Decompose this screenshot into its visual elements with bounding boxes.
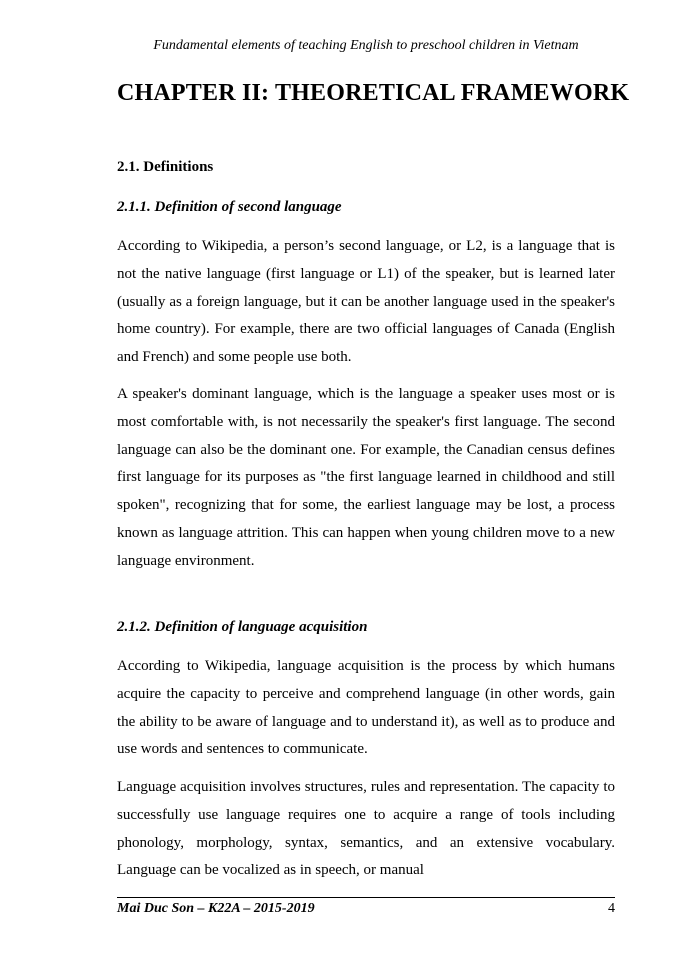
paragraph: Language acquisition involves structures, rules and representation. The capacity to successfully use language requires one to acquire a range of tools including phonology, morphology, syntax, semantics, and an extensive vocabulary. Language can be vocalized as in speech, or manual (117, 779, 615, 879)
chapter-title: CHAPTER II: THEORETICAL FRAMEWORK (117, 80, 630, 106)
footer-author: Mai Duc Son – K22A – 2015-2019 (117, 901, 315, 916)
paragraph: According to Wikipedia, a person’s second language, or L2, is a language that is not the native language (first language or L1) of the speaker, but is learned later (usually as a foreign language, but it can be another language used in the speaker's home country). For example, there are two official languages of Canada (English and French) and some people use both. (117, 238, 615, 366)
paragraph: According to Wikipedia, language acquisition is the process by which humans acquire the capacity to perceive and comprehend language (in other words, gain the ability to be aware of language and to understand it), as well as to produce and use words and sentences to communicate. (117, 658, 615, 758)
section-heading-definitions: 2.1. Definitions (117, 159, 214, 175)
subsection-heading-second-language: 2.1.1. Definition of second language (117, 199, 342, 215)
page-number: 4 (608, 901, 615, 916)
paragraph: A speaker's dominant language, which is the language a speaker uses most or is most comfortable with, is not necessarily the speaker's first language. The second language can also be the dominant one. For example, the Canadian census defines first language for its purposes as "the first language learned in childhood and still spoken", recognizing that for some, the earliest language may be lost, a process known as language attrition. This can happen when young children move to a new language environment. (117, 386, 615, 569)
running-header: Fundamental elements of teaching English to preschool children in Vietnam (153, 38, 579, 53)
footer-divider (117, 897, 615, 898)
subsection-heading-language-acquisition: 2.1.2. Definition of language acquisition (117, 619, 368, 635)
